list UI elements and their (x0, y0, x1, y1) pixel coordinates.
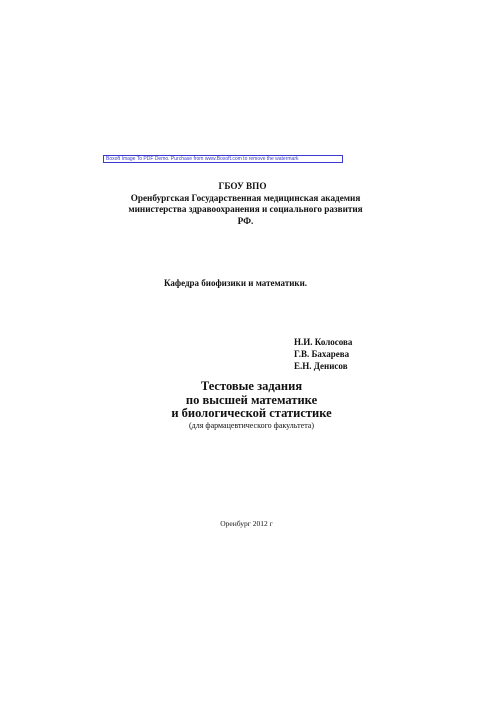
title-subtitle: (для фармацевтического факультета) (189, 420, 314, 430)
watermark-banner: Boxoft Image To PDF Demo. Purchase from www.Boxoft.com to remove the watermark (103, 155, 343, 163)
title-line: Тестовые задания (200, 379, 303, 393)
title-line: и биологической статистике (171, 406, 332, 420)
author-name: Е.Н. Денисов (294, 361, 348, 371)
author-name: Г.В. Бахарева (294, 349, 350, 359)
organization-header (0, 181, 491, 227)
organization-line: РФ. (237, 215, 254, 226)
authors-list (294, 336, 352, 372)
title-line: по высшей математике (185, 392, 318, 407)
place-and-year: Оренбург 2012 г (220, 519, 273, 528)
organization-line: Оренбургская Государственная медицинская академия (130, 192, 361, 203)
document-title (6, 380, 491, 431)
organization-line: ГБОУ ВПО (218, 181, 267, 191)
department-name: Кафедра биофизики и математики. (163, 278, 308, 288)
organization-line: министерства здравоохранения и социального развития (128, 204, 363, 214)
author-name: Н.И. Колосова (294, 337, 353, 347)
